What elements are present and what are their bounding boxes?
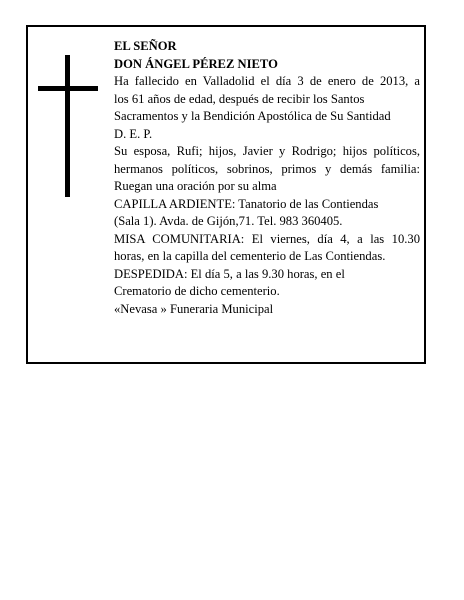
chapel-line: CAPILLA ARDIENTE: Tanatorio de las Contiendas xyxy=(114,196,379,211)
cross-icon xyxy=(38,55,98,197)
mass-location-line: horas, en la capilla del cementerio de Las Contiendas. xyxy=(114,249,386,263)
family-line: hermanos políticos, sobrinos, primos y demás familia: xyxy=(114,161,420,176)
rip-line: D. E. P. xyxy=(114,126,153,141)
death-announcement-line: los 61 años de edad, después de recibir los Santos xyxy=(114,91,365,106)
cross-vertical-bar xyxy=(65,55,70,197)
mass-line: MISA COMUNITARIA: El viernes, día 4, a las 10.30 xyxy=(114,231,420,246)
death-announcement-line: Ha fallecido en Valladolid el día 3 de enero de 2013, a xyxy=(114,74,420,88)
deceased-name: DON ÁNGEL PÉREZ NIETO xyxy=(114,56,278,71)
family-line: Su esposa, Rufi; hijos, Javier y Rodrigo; hijos políticos, xyxy=(114,144,420,158)
prayer-request-line: Ruegan una oración por su alma xyxy=(114,179,277,193)
cross-horizontal-bar xyxy=(38,86,98,91)
chapel-address-line: (Sala 1). Avda. de Gijón,71. Tel. 983 360405. xyxy=(114,214,343,228)
death-announcement-line: Sacramentos y la Bendición Apostólica de Su Santidad xyxy=(114,109,391,123)
farewell-location-line: Crematorio de dicho cementerio. xyxy=(114,284,280,298)
funeral-home-line: «Nevasa » Funeraria Municipal xyxy=(114,301,274,316)
deceased-title: EL SEÑOR xyxy=(114,39,177,53)
obituary-text xyxy=(114,38,420,318)
farewell-line: DESPEDIDA: El día 5, a las 9.30 horas, en el xyxy=(114,266,345,281)
